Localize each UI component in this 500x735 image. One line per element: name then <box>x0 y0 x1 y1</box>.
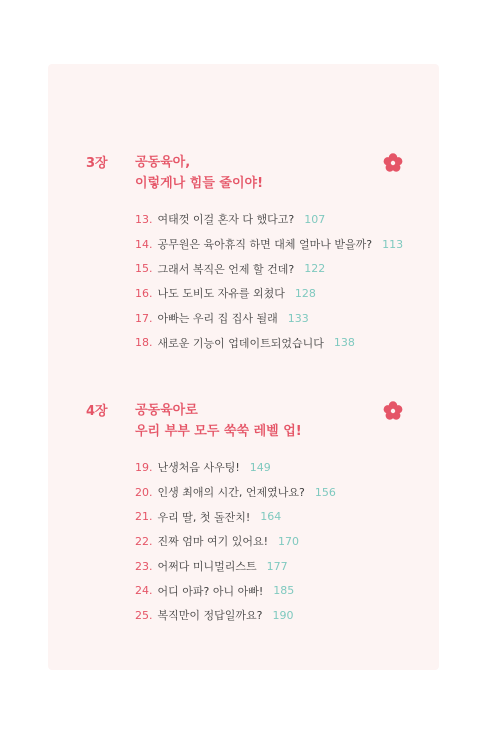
chapter-number: 3장 <box>86 156 108 171</box>
item-page: 170 <box>278 534 300 548</box>
toc-item[interactable] <box>135 529 336 554</box>
chapter-title <box>135 400 302 442</box>
chapter-4-items <box>135 455 336 628</box>
item-number: 25. <box>135 608 153 622</box>
item-number: 23. <box>135 559 153 573</box>
chapter-title-line1: 공동육아, <box>135 155 191 170</box>
item-number: 21. <box>135 510 153 524</box>
item-title: 복직만이 정답일까요? <box>157 609 263 623</box>
item-page: 164 <box>260 510 282 524</box>
item-title: 진짜 엄마 여기 있어요! <box>157 535 269 549</box>
flower-icon <box>382 152 404 174</box>
item-page: 185 <box>273 584 295 598</box>
toc-item[interactable] <box>135 330 403 355</box>
item-title: 새로운 기능이 업데이트되었습니다 <box>157 336 324 350</box>
chapter-title <box>135 152 263 194</box>
item-page: 122 <box>304 262 326 276</box>
toc-item[interactable] <box>135 281 403 306</box>
item-number: 24. <box>135 584 153 598</box>
flower-icon <box>382 400 404 422</box>
toc-item[interactable] <box>135 232 403 257</box>
item-title: 여태껏 이걸 혼자 다 했다고? <box>157 213 295 227</box>
item-title: 그래서 복직은 언제 할 건데? <box>157 262 295 276</box>
item-title: 우리 딸, 첫 돌잔치! <box>157 510 251 524</box>
chapter-title-line1: 공동육아로 <box>135 403 198 418</box>
item-page: 190 <box>272 608 294 622</box>
item-page: 128 <box>294 286 316 300</box>
toc-item[interactable] <box>135 207 403 232</box>
item-number: 20. <box>135 485 153 499</box>
item-title: 공무원은 육아휴직 하면 대체 얼마나 받을까? <box>157 238 373 252</box>
item-number: 14. <box>135 237 153 251</box>
item-title: 나도 도비도 자유를 외쳤다 <box>157 287 285 301</box>
toc-item[interactable] <box>135 480 336 505</box>
item-number: 19. <box>135 460 153 474</box>
item-page: 156 <box>314 485 336 499</box>
toc-item[interactable] <box>135 504 336 529</box>
item-number: 18. <box>135 336 153 350</box>
item-number: 15. <box>135 262 153 276</box>
item-title: 인생 최애의 시간, 언제였나요? <box>157 486 305 500</box>
toc-item[interactable] <box>135 256 403 281</box>
toc-card <box>48 64 439 670</box>
chapter-3-items <box>135 207 403 355</box>
item-number: 16. <box>135 286 153 300</box>
item-page: 177 <box>266 559 288 573</box>
item-page: 107 <box>304 212 326 226</box>
toc-item[interactable] <box>135 603 336 628</box>
chapter-number: 4장 <box>86 404 108 419</box>
item-title: 아빠는 우리 집 집사 될래 <box>157 312 278 326</box>
item-number: 22. <box>135 534 153 548</box>
item-page: 133 <box>287 311 309 325</box>
toc-item[interactable] <box>135 578 336 603</box>
chapter-title-line2: 이렇게나 힘들 줄이야! <box>135 176 264 191</box>
item-number: 13. <box>135 212 153 226</box>
item-title: 어쩌다 미니멀리스트 <box>157 560 257 574</box>
item-number: 17. <box>135 311 153 325</box>
toc-item[interactable] <box>135 455 336 480</box>
item-page: 149 <box>249 460 271 474</box>
item-title: 난생처음 사우팅! <box>157 461 240 475</box>
toc-item[interactable] <box>135 306 403 331</box>
toc-item[interactable] <box>135 554 336 579</box>
item-page: 113 <box>382 237 404 251</box>
item-page: 138 <box>333 336 355 350</box>
item-title: 어디 아파? 아니 아빠! <box>157 584 264 598</box>
chapter-title-line2: 우리 부부 모두 쑥쑥 레벨 업! <box>135 424 302 439</box>
